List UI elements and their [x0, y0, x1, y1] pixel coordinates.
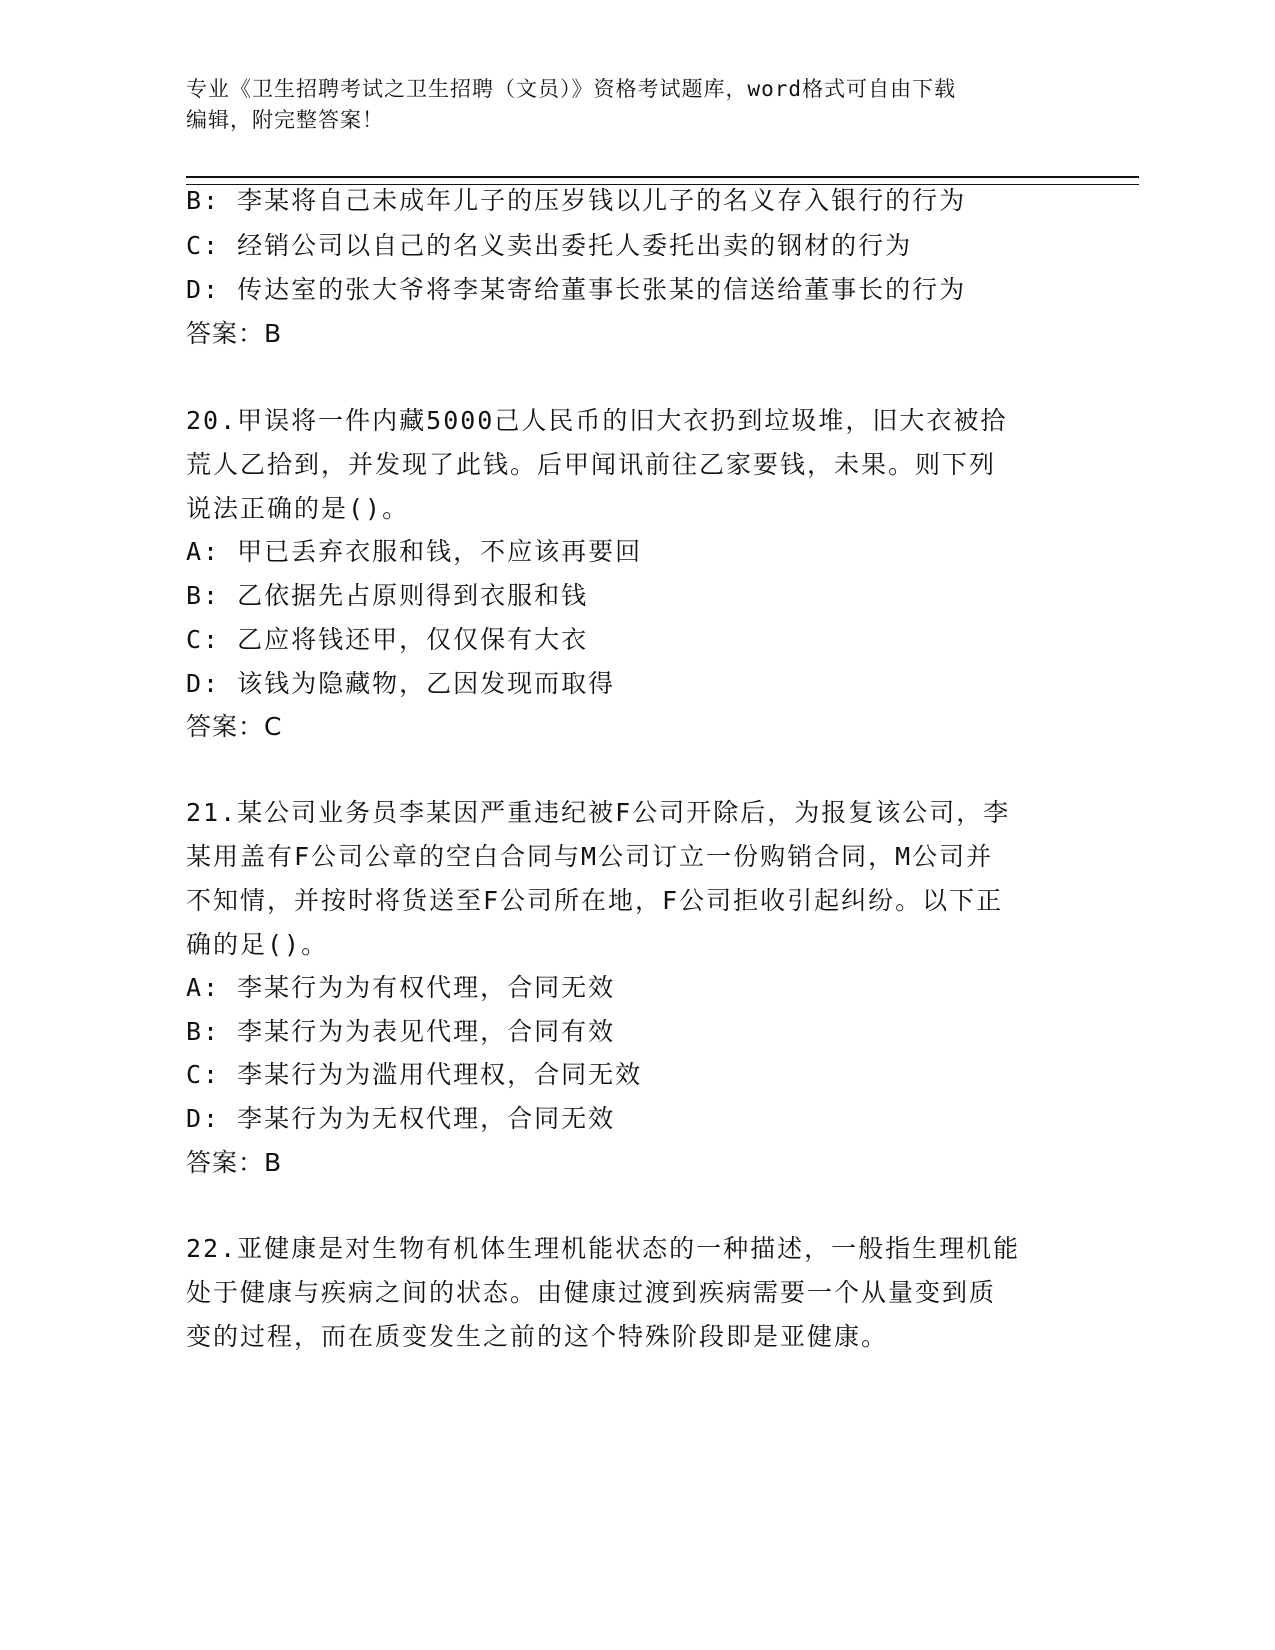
q19-option-c: C: 经销公司以自己的名义卖出委托人委托出卖的钢材的行为 — [186, 231, 913, 260]
header-line-1: 专业《卫生招聘考试之卫生招聘（文员）》资格考试题库，word格式可自由下载 — [186, 77, 957, 101]
q22-stem-line-2: 处于健康与疾病之间的状态。由健康过渡到疾病需要一个从量变到质 — [186, 1278, 997, 1307]
header-divider — [186, 176, 1139, 185]
q21-option-b: B: 李某行为为表见代理，合同有效 — [186, 1017, 616, 1046]
q21-answer: 答案：B — [186, 1148, 283, 1177]
q20-option-b: B: 乙依据先占原则得到衣服和钱 — [186, 581, 589, 610]
document-header — [186, 74, 1086, 136]
q22-stem-line-1: 22.亚健康是对生物有机体生理机能状态的一种描述，一般指生理机能 — [186, 1234, 1021, 1263]
q19-option-b: B: 李某将自己未成年儿子的压岁钱以儿子的名义存入银行的行为 — [186, 186, 967, 215]
q19-answer: 答案：B — [186, 319, 283, 348]
q20-option-d: D: 该钱为隐藏物，乙因发现而取得 — [186, 669, 616, 698]
q21-option-a: A: 李某行为为有权代理，合同无效 — [186, 973, 616, 1002]
q20-option-a: A: 甲已丢弃衣服和钱，不应该再要回 — [186, 537, 643, 566]
q20-stem-line-2: 荒人乙拾到，并发现了此钱。后甲闻讯前往乙家要钱，未果。则下列 — [186, 450, 997, 479]
q21-option-c: C: 李某行为为滥用代理权，合同无效 — [186, 1060, 643, 1089]
q21-stem-line-4: 确的足()。 — [186, 930, 329, 959]
q21-stem-line-1: 21.某公司业务员李某因严重违纪被F公司开除后，为报复该公司，李 — [186, 798, 1011, 827]
q19-option-d: D: 传达室的张大爷将李某寄给董事长张某的信送给董事长的行为 — [186, 275, 967, 304]
q20-option-c: C: 乙应将钱还甲，仅仅保有大衣 — [186, 625, 589, 654]
q21-stem-line-3: 不知情，并按时将货送至F公司所在地，F公司拒收引起纠纷。以下正 — [186, 886, 1004, 915]
q21-stem-line-2: 某用盖有F公司公章的空白合同与M公司订立一份购销合同，M公司并 — [186, 842, 994, 871]
q20-answer: 答案：C — [186, 712, 283, 741]
q21-option-d: D: 李某行为为无权代理，合同无效 — [186, 1104, 616, 1133]
header-line-2: 编辑，附完整答案！ — [186, 108, 384, 132]
q20-stem-line-1: 20.甲误将一件内藏5000己人民币的旧大衣扔到垃圾堆，旧大衣被拾 — [186, 406, 1008, 435]
q22-stem-line-3: 变的过程，而在质变发生之前的这个特殊阶段即是亚健康。 — [186, 1322, 889, 1351]
q20-stem-line-3: 说法正确的是()。 — [186, 494, 410, 523]
